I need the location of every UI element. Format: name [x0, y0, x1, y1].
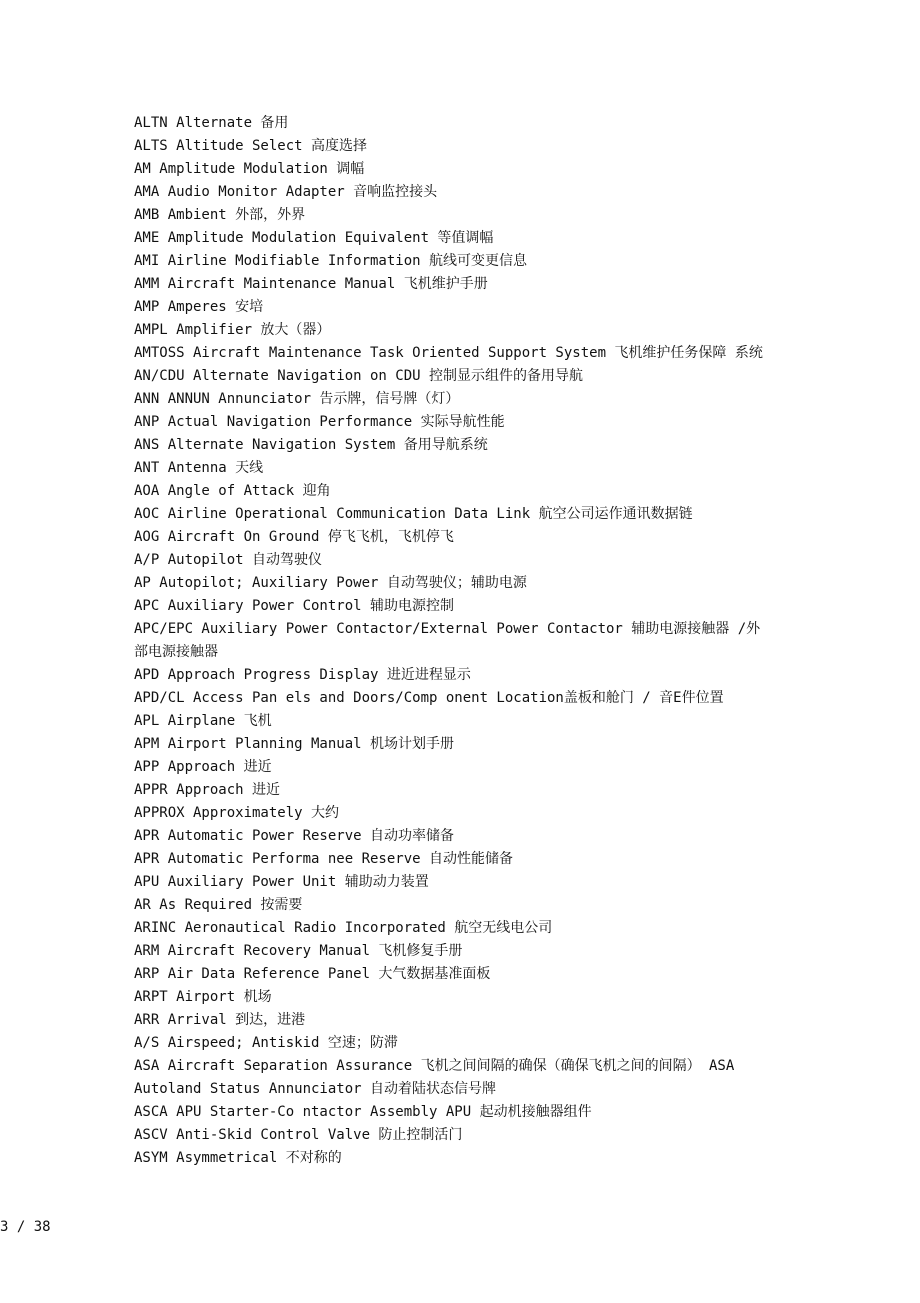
- glossary-entry: ARP Air Data Reference Panel 大气数据基准面板: [134, 966, 491, 982]
- glossary-entry: AMTOSS Aircraft Maintenance Task Oriented Support System 飞机维护任务保障 系统: [134, 345, 763, 361]
- glossary-entry: ASCV Anti-Skid Control Valve 防止控制活门: [134, 1127, 463, 1143]
- glossary-entry: AN/CDU Alternate Navigation on CDU 控制显示组件的备用导航: [134, 368, 584, 384]
- page-number: 3 / 38: [0, 1219, 51, 1235]
- glossary-entry: ANS Alternate Navigation System 备用导航系统: [134, 437, 488, 453]
- glossary-entry: AMPL Amplifier 放大（器）: [134, 322, 331, 338]
- glossary-entry: AMB Ambient 外部，外界: [134, 207, 306, 223]
- glossary-entry: AP Autopilot; Auxiliary Power 自动驾驶仪；辅助电源: [134, 575, 527, 591]
- glossary-entry: A/P Autopilot 自动驾驶仪: [134, 552, 323, 568]
- glossary-entry: AMM Aircraft Maintenance Manual 飞机维护手册: [134, 276, 488, 292]
- glossary-entry: ARM Aircraft Recovery Manual 飞机修复手册: [134, 943, 463, 959]
- glossary-entry: APR Automatic Performa nee Reserve 自动性能储备: [134, 851, 514, 867]
- glossary-entry: APR Automatic Power Reserve 自动功率储备: [134, 828, 455, 844]
- glossary-entry: ASYM Asymmetrical 不对称的: [134, 1150, 342, 1166]
- glossary-entry: AMP Amperes 安培: [134, 299, 264, 315]
- glossary-entry: APPR Approach 进近: [134, 782, 281, 798]
- glossary-entry: APD/CL Access Pan els and Doors/Comp onent Location盖板和舱门 / 音E件位置: [134, 690, 724, 706]
- glossary-entry: ALTN Alternate 备用: [134, 115, 289, 131]
- glossary-entry: A/S Airspeed; Antiskid 空速；防滞: [134, 1035, 398, 1051]
- glossary-entry: ANT Antenna 天线: [134, 460, 264, 476]
- glossary-entry: ASA Aircraft Separation Assurance 飞机之间间隔的确保（确保飞机之间的间隔） ASA Autoland Status Annunciator 自动着陆状态信号牌: [134, 1058, 735, 1097]
- glossary-entry: APC/EPC Auxiliary Power Contactor/External Power Contactor 辅助电源接触器 /外部电源接触器: [134, 621, 761, 660]
- glossary-entry: ARINC Aeronautical Radio Incorporated 航空无线电公司: [134, 920, 553, 936]
- glossary-entry: AOC Airline Operational Communication Data Link 航空公司运作通讯数据链: [134, 506, 693, 522]
- glossary-entry: AMA Audio Monitor Adapter 音响监控接头: [134, 184, 438, 200]
- glossary-entry: ARR Arrival 到达，进港: [134, 1012, 306, 1028]
- glossary-entry: AME Amplitude Modulation Equivalent 等值调幅: [134, 230, 494, 246]
- glossary-entry: ARPT Airport 机场: [134, 989, 272, 1005]
- glossary-entry: AR As Required 按需要: [134, 897, 303, 913]
- glossary-entry: ANN ANNUN Annunciator 告示牌，信号牌（灯）: [134, 391, 460, 407]
- glossary-entry: AM Amplitude Modulation 调幅: [134, 161, 365, 177]
- glossary-entry: APC Auxiliary Power Control 辅助电源控制: [134, 598, 455, 614]
- glossary-entry: AOG Aircraft On Ground 停飞飞机，飞机停飞: [134, 529, 454, 545]
- glossary-entry: ANP Actual Navigation Performance 实际导航性能: [134, 414, 505, 430]
- glossary-entry: APPROX Approximately 大约: [134, 805, 340, 821]
- glossary-entry: APM Airport Planning Manual 机场计划手册: [134, 736, 455, 752]
- glossary-entry: APP Approach 进近: [134, 759, 272, 775]
- glossary-list: [134, 112, 784, 1170]
- glossary-entry: ALTS Altitude Select 高度选择: [134, 138, 368, 154]
- glossary-entry: APD Approach Progress Display 进近进程显示: [134, 667, 471, 683]
- glossary-entry: AMI Airline Modifiable Information 航线可变更信息: [134, 253, 528, 269]
- glossary-entry: ASCA APU Starter-Co ntactor Assembly APU 起动机接触器组件: [134, 1104, 592, 1120]
- glossary-entry: AOA Angle of Attack 迎角: [134, 483, 331, 499]
- glossary-entry: APL Airplane 飞机: [134, 713, 272, 729]
- glossary-entry: APU Auxiliary Power Unit 辅助动力装置: [134, 874, 429, 890]
